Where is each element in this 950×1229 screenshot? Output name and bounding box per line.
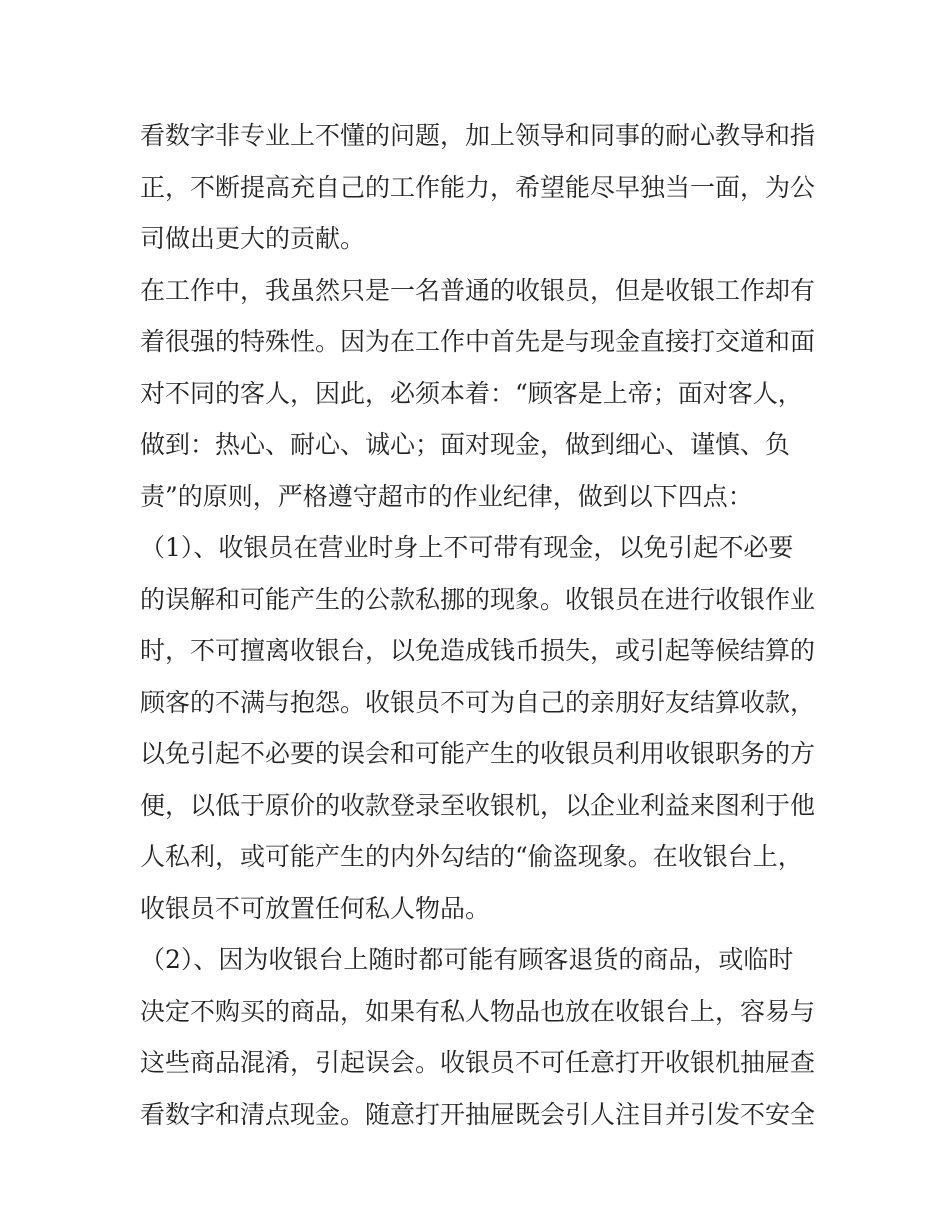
text-line: 收银员不可放置任何私人物品。 <box>140 893 491 923</box>
text-line: 便，以低于原价的收款登录至收银机，以企业利益来图利于他 <box>140 790 816 820</box>
text-line: 着很强的特殊性。因为在工作中首先是与现金直接打交道和面 <box>140 327 816 356</box>
text-line: 看数字非专业上不懂的问题，加上领导和同事的耐心教导和指 <box>140 121 816 150</box>
text-line: （1）、收银员在营业时身上不可带有现金，以免引起不必要 <box>140 533 794 562</box>
text-line: 人私利，或可能产生的内外勾结的“偷盗现象。在收银台上， <box>140 842 803 871</box>
text-line: 做到：热心、耐心、诚心；面对现金，做到细心、谨慎、负 <box>140 430 791 459</box>
text-line: 看数字和清点现金。随意打开抽屉既会引人注目并引发不安全 <box>140 1099 816 1129</box>
text-line: 这些商品混淆，引起误会。收银员不可任意打开收银机抽屉查 <box>140 1048 816 1077</box>
text-line: 正，不断提高充自己的工作能力，希望能尽早独当一面，为公 <box>140 172 816 202</box>
text-line: 在工作中，我虽然只是一名普通的收银员，但是收银工作却有 <box>140 275 816 305</box>
text-line: 对不同的客人，因此，必须本着：“顾客是上帝；面对客人， <box>140 378 803 408</box>
text-line: 决定不购买的商品，如果有私人物品也放在收银台上，容易与 <box>140 996 816 1026</box>
text-line: （2）、因为收银台上随时都可能有顾客退货的商品，或临时 <box>140 945 794 974</box>
text-line: 司做出更大的贡献。 <box>140 224 366 253</box>
document-body <box>140 110 815 1140</box>
text-line: 责”的原则，严格遵守超市的作业纪律，做到以下四点： <box>140 481 753 511</box>
text-line: 时，不可擅离收银台，以免造成钱币损失，或引起等候结算的 <box>140 636 816 665</box>
text-line: 的误解和可能产生的公款私挪的现象。收银员在进行收银作业 <box>140 584 816 614</box>
text-line: 顾客的不满与抱怨。收银员不可为自己的亲朋好友结算收款， <box>140 687 816 717</box>
text-line: 以免引起不必要的误会和可能产生的收银员利用收银职务的方 <box>140 739 816 768</box>
